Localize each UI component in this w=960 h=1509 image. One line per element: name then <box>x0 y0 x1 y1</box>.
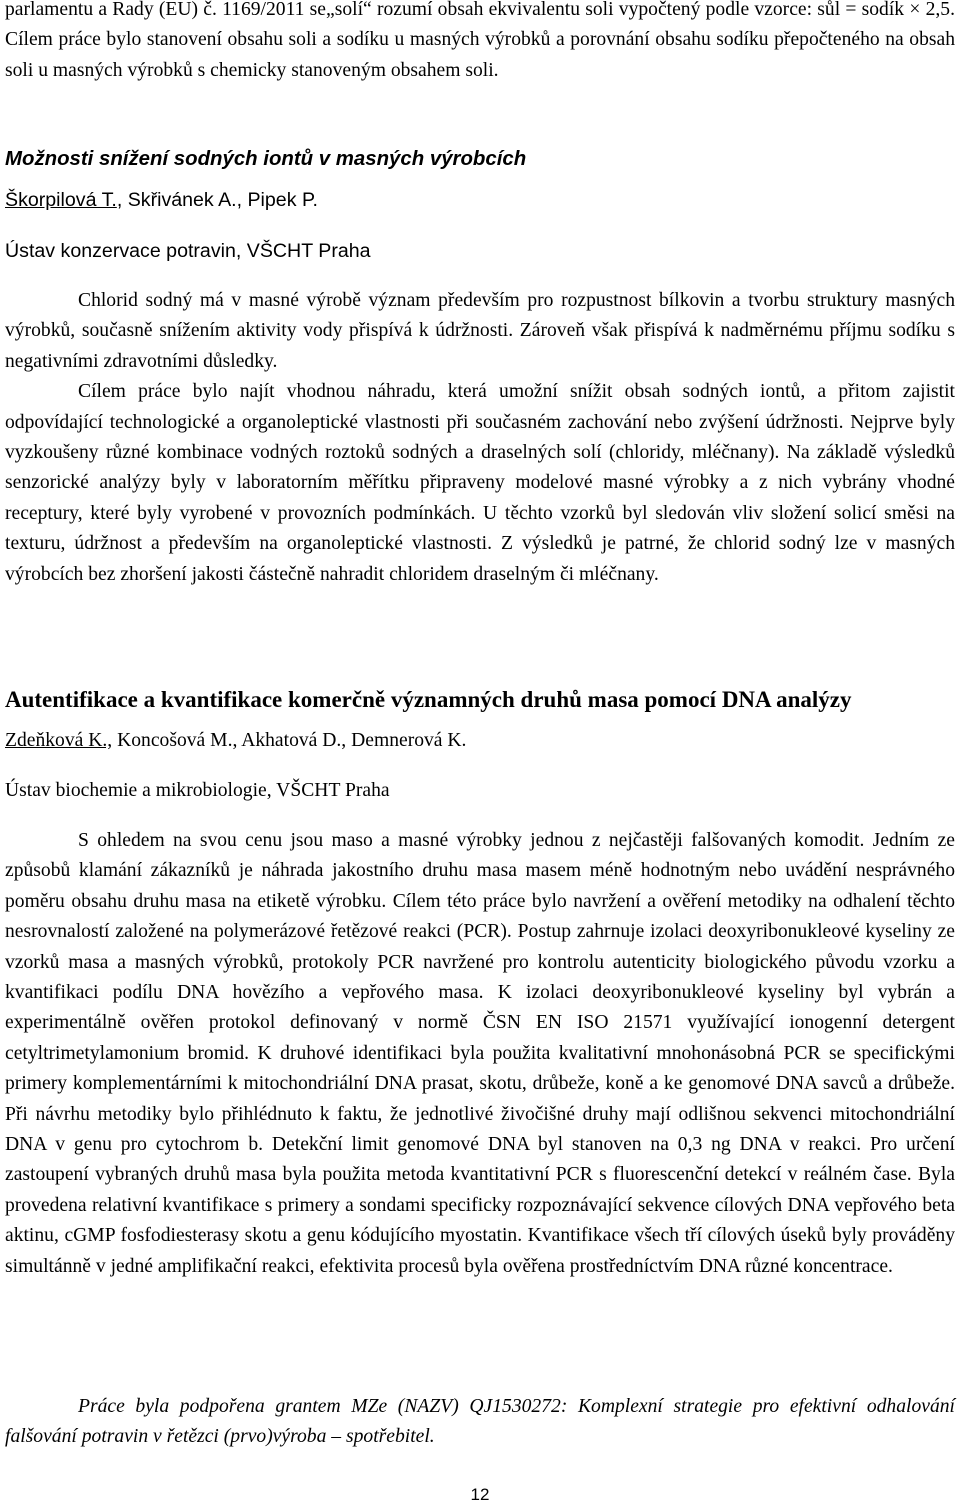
page-number: 12 <box>470 1485 490 1504</box>
article2-presenting-author: Zdeňková K., <box>5 730 113 751</box>
article1-paragraph: Cílem práce bylo najít vhodnou náhradu, která umožní snížit obsah sodných iontů, a přitom zajistit odpovídající technologické a organoleptické vlastnosti při současném zachování nebo zvýšení údržnosti. Nejprve byly vyzkoušeny různé kombinace vodných roztoků sodných a draselných solí (chloridy, mléčnany). Na základě výsledků senzorické analýzy byly v laboratorním měřítku připraveny modelové masné výrobky a z nich vybrány vhodné receptury, které byly vyrobené v provozních podmínkách. U těchto vzorků byl sledován vliv složení solicí směsi na texturu, údržnost a především na organoleptické vlastnosti. Z výsledků je patrné, že chlorid sodný lze v masných výrobcích bez zhoršení jakosti částečně nahradit chloridem draselným či mléčnany. <box>5 381 955 585</box>
article2-title: Autentifikace a kvantifikace komerčně významných druhů masa pomocí DNA analýzy <box>5 687 852 712</box>
article1-abstract <box>5 286 955 590</box>
article2-abstract <box>5 826 955 1282</box>
article1-authors <box>5 186 318 214</box>
article1-presenting-author: Škorpilová T. <box>5 189 117 211</box>
grant-acknowledgement: Práce byla podpořena grantem MZe (NAZV) QJ1530272: Komplexní strategie pro efektivní odhalování falšování potravin v řetězci (prvo)výroba – spotřebitel. <box>5 1396 955 1448</box>
article1-title: Možnosti snížení sodných iontů v masných výrobcích <box>5 148 527 170</box>
article1-institution: Ústav konzervace potravin, VŠCHT Praha <box>5 240 371 262</box>
intro-paragraph: parlamentu a Rady (EU) č. 1169/2011 se„solí“ rozumí obsah ekvivalentu soli vypočtený podle vzorce: sůl = sodík × 2,5. Cílem práce bylo stanovení obsahu soli a sodíku u masných výrobků a porovnání obsahu sodíku přepočteného na obsah soli u masných výrobků s chemicky stanoveným obsahem soli. <box>5 0 955 81</box>
article2-institution: Ústav biochemie a mikrobiologie, VŠCHT Praha <box>5 780 390 801</box>
article2-authors <box>5 727 466 755</box>
article1-paragraph: Chlorid sodný má v masné výrobě význam především pro rozpustnost bílkovin a tvorbu struktury masných výrobků, současně snížením aktivity vody přispívá k údržnosti. Zároveň však přispívá k nadměrnému příjmu sodíku s negativními zdravotními důsledky. <box>5 290 955 372</box>
article2-coauthors: Koncošová M., Akhatová D., Demnerová K. <box>112 730 467 751</box>
article2-paragraph: S ohledem na svou cenu jsou maso a masné výrobky jednou z nejčastěji falšovaných komodit. Jedním ze způsobů klamání zákazníků je náhrada jakostního druhu masa masem méně hodnotným nebo uvádění nesprávného poměru obsahu druhu masa na etiketě výrobku. Cílem této práce bylo navržení a ověření metodiky na odhalení těchto nesrovnalostí založené na polymerázové řetězové reakci (PCR). Postup zahrnuje izolaci deoxyribonukleové kyseliny ze vzorků masa a masných výrobků, protokoly PCR navržené pro kontrolu autenticity biologického původu vzorku a kvantifikaci podílu DNA hovězího a vepřového masa. K izolaci deoxyribonukleové kyseliny byl vybrán a experimentálně ověřen protokol definovaný v normě ČSN EN ISO 21571 využívající ionogenní detergent cetyltrimetylamonium bromid. K druhové identifikaci byla použita kvalitativní mnohonásobná PCR se specifickými primery komplementárními k mitochondriální DNA prasat, skotu, drůbeže, koně a ke genomové DNA savců a drůbeže. Při návrhu metodiky bylo přihlédnuto k faktu, že jednotlivé živočišné druhy mají odlišnou sekvenci mitochondriální DNA v genu pro cytochrom b. Detekční limit genomové DNA byl stanoven na 0,3 ng DNA v reakci. Pro určení zastoupení vybraných druhů masa byla použita metoda kvantitativní PCR s fluorescenční detekcí v reálném čase. Byla provedena relativní kvantifikace s primery a sondami specificky rozpoznávající sekvence cílových DNA vepřového beta aktinu, cGMP fosfodiesterasy skotu a genu kódujícího myostatin. Kvantifikace všech tří cílových úseků byly prováděny simultánně v jedné amplifikační reakci, efektivita procesů byla ověřena prostředníctvím DNA různé koncentrace. <box>5 830 955 1277</box>
article1-coauthors: , Skřivánek A., Pipek P. <box>116 189 318 211</box>
